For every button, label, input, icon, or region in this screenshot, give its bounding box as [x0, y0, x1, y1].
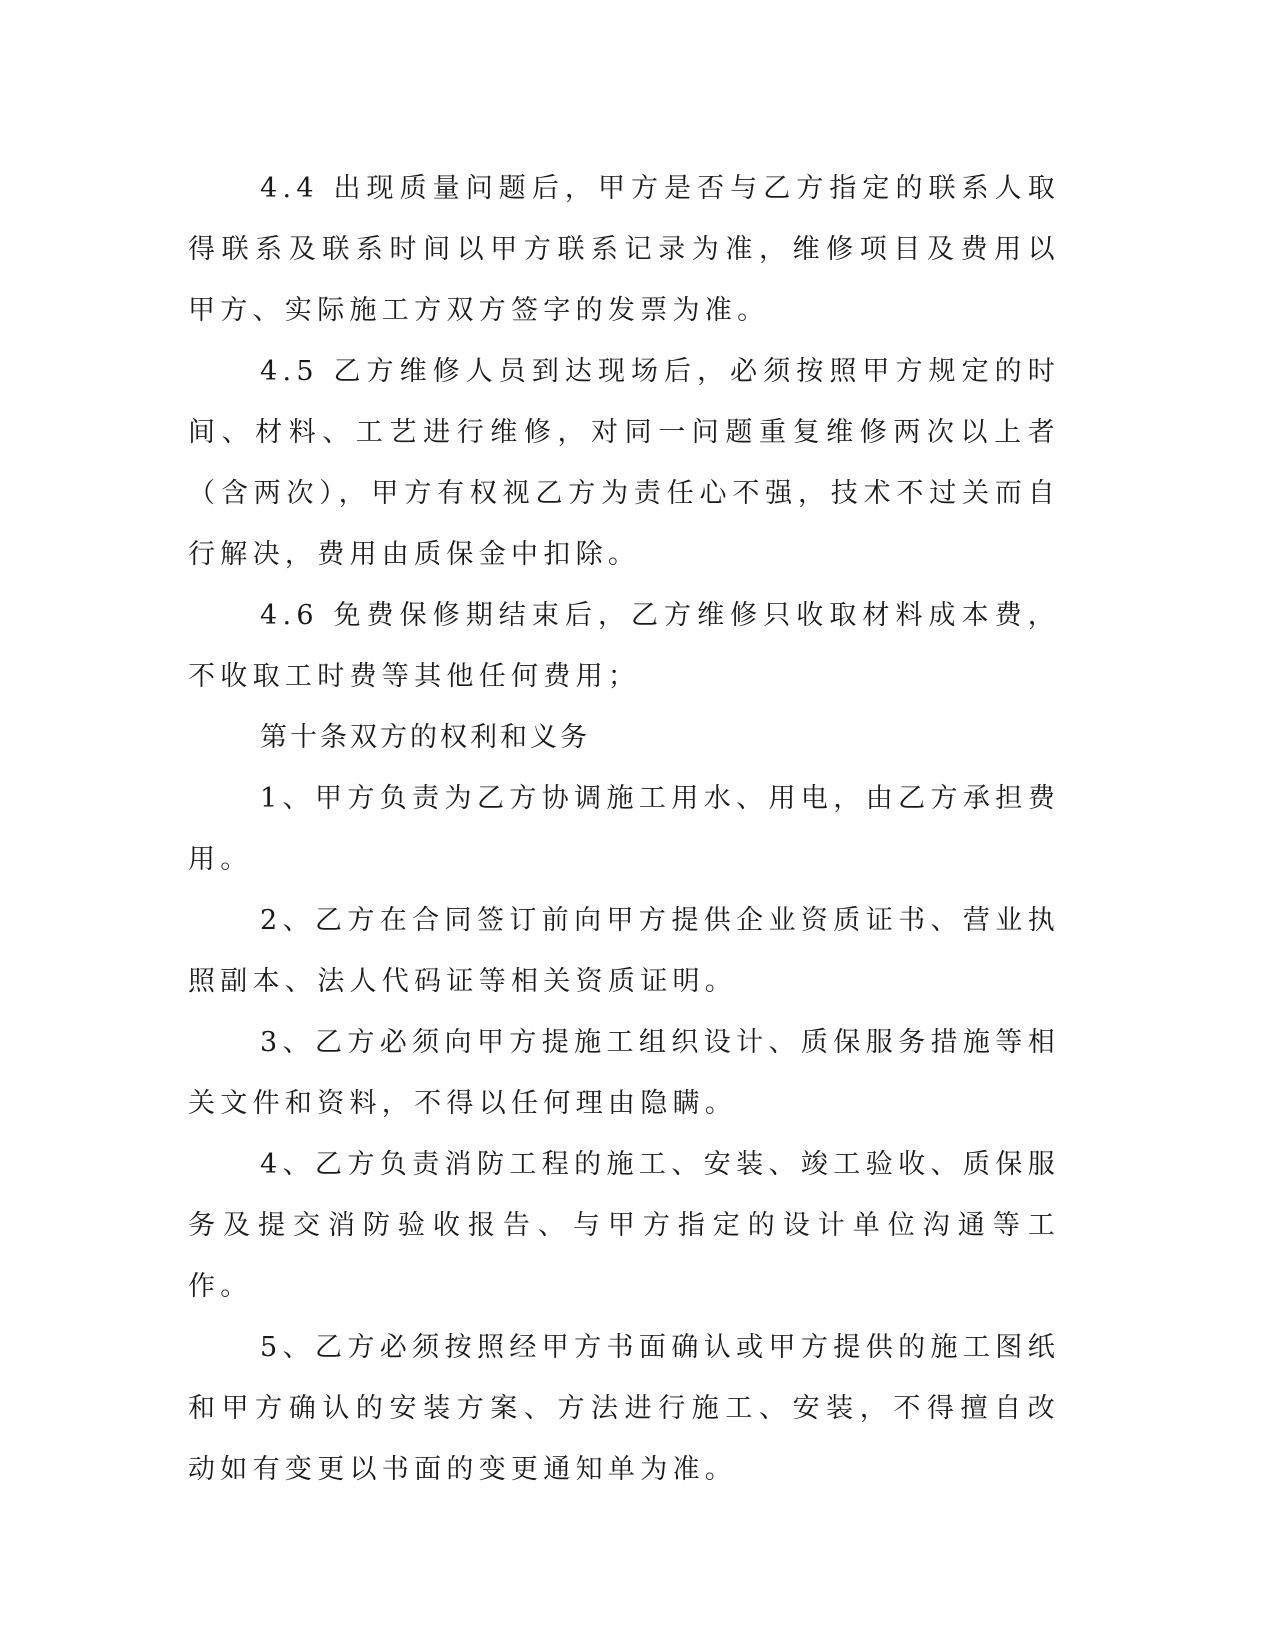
- paragraph-4-6: 4.6 免费保修期结束后，乙方维修只收取材料成本费，不收取工时费等其他任何费用；: [188, 600, 1060, 692]
- obligation-item-4: 4、乙方负责消防工程的施工、安装、竣工验收、质保服务及提交消防验收报告、与甲方指定的设计单位沟通等工作。: [188, 1149, 1060, 1302]
- obligation-item-1: 1、甲方负责为乙方协调施工用水、用电，由乙方承担费用。: [188, 783, 1060, 875]
- obligation-item-5: 5、乙方必须按照经甲方书面确认或甲方提供的施工图纸和甲方确认的安装方案、方法进行施工、安装，不得擅自改动如有变更以书面的变更通知单为准。: [188, 1332, 1060, 1485]
- article-10-heading: 第十条双方的权利和义务: [260, 722, 590, 753]
- paragraph-4-4: 4.4 出现质量问题后，甲方是否与乙方指定的联系人取得联系及联系时间以甲方联系记录为准，维修项目及费用以甲方、实际施工方双方签字的发票为准。: [188, 173, 1060, 326]
- paragraph-4-5: 4.5 乙方维修人员到达现场后，必须按照甲方规定的时间、材料、工艺进行维修，对同一问题重复维修两次以上者（含两次），甲方有权视乙方为责任心不强，技术不过关而自行解决，费用由质保金中扣除。: [188, 356, 1060, 570]
- document-body: [188, 158, 1060, 1500]
- obligation-item-3: 3、乙方必须向甲方提施工组织设计、质保服务措施等相关文件和资料，不得以任何理由隐瞒。: [188, 1027, 1060, 1119]
- obligation-item-2: 2、乙方在合同签订前向甲方提供企业资质证书、营业执照副本、法人代码证等相关资质证明。: [188, 905, 1060, 997]
